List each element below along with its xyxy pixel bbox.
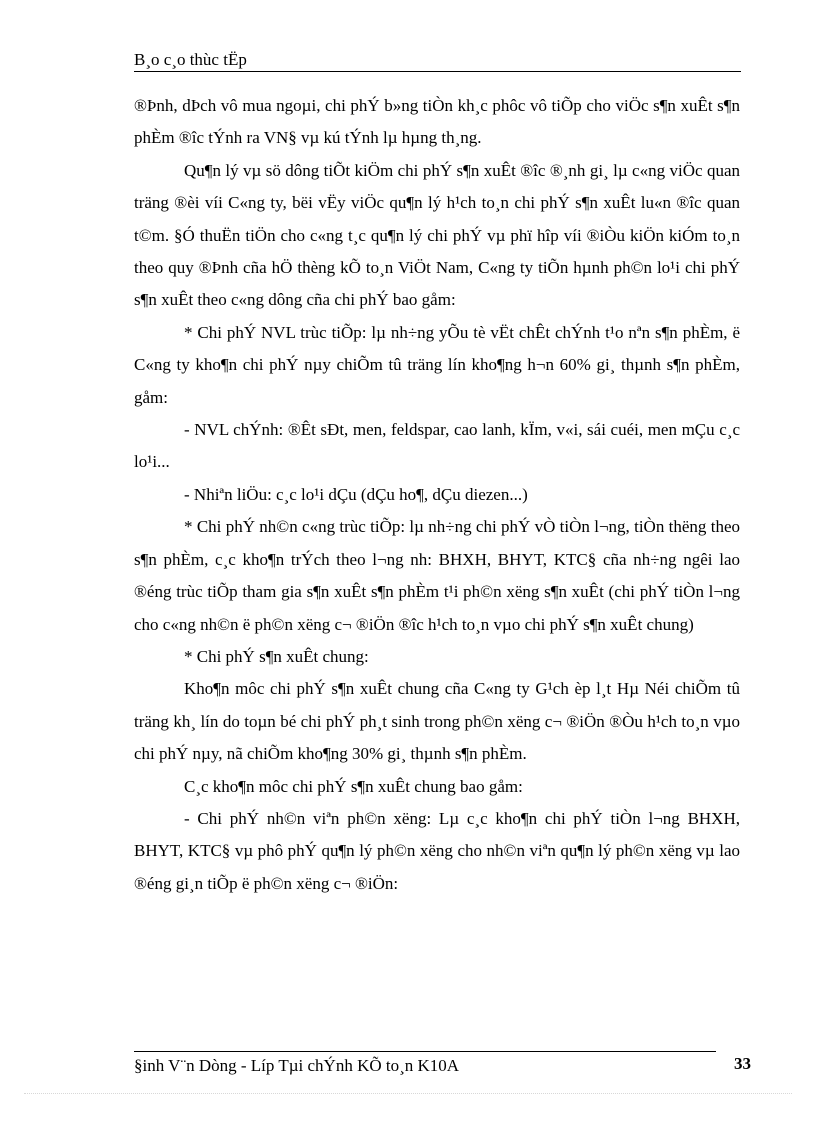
page-number: 33	[734, 1054, 751, 1073]
footer-author: §inh V¨n Dòng - Líp Tµi chÝnh KÕ to¸n K10A	[134, 1056, 460, 1075]
body-text	[134, 90, 740, 900]
paragraph: - NVL chÝnh: ®Êt sÐt, men, feldspar, cao lanh, kÏm, v«i, sái cuéi, men mÇu c¸c lo¹i...	[134, 420, 740, 472]
paragraph: * Chi phÝ NVL trùc tiÕp: lµ nh÷ng yÕu tè vËt chÊt chÝnh t¹o nªn s¶n phÈm, ë C«ng ty kho¶n chi phÝ nµy chiÕm tû träng lín kho¶ng h¬n 60% gi¸ thµnh s¶n phÈm, gåm:	[134, 322, 740, 407]
paragraph: - Nhiªn liÖu: c¸c lo¹i dÇu (dÇu ho¶, dÇu diezen...)	[184, 484, 528, 504]
page-header-title: B¸o c¸o thùc tËp	[134, 50, 247, 69]
footer-divider	[134, 1051, 716, 1052]
paragraph: Qu¶n lý vµ sö dông tiÕt kiÖm chi phÝ s¶n xuÊt ®îc ®¸nh gi¸ lµ c«ng viÖc quan träng ®èi víi C«ng ty, bëi vËy viÖc qu¶n lý h¹ch to¸n chi phÝ s¶n xuÊt lu«n ®îc quan t©m. §Ó thuËn tiÖn cho c«ng t¸c qu¶n lý chi phÝ vµ phï hîp víi ®iÒu kiÖn kiÓm to¸n theo quy ®Þnh cña hÖ thèng kÕ to¸n ViÖt Nam, C«ng ty tiÕn hµnh ph©n lo¹i chi phÝ s¶n xuÊt theo c«ng dông cña chi phÝ bao gåm:	[134, 160, 740, 310]
page-edge-divider	[24, 1093, 792, 1094]
paragraph: * Chi phÝ s¶n xuÊt chung:	[184, 646, 369, 666]
header-divider	[134, 71, 741, 72]
paragraph: - Chi phÝ nh©n viªn ph©n xëng: Lµ c¸c kho¶n chi phÝ tiÒn l¬ng BHXH, BHYT, KTC§ vµ phô phÝ qu¶n lý ph©n xëng cho nh©n viªn qu¶n lý ph©n xëng vµ lao ®éng gi¸n tiÕp ë ph©n xëng c¬ ®iÖn:	[134, 808, 740, 893]
paragraph: C¸c kho¶n môc chi phÝ s¶n xuÊt chung bao gåm:	[184, 776, 523, 796]
paragraph: Kho¶n môc chi phÝ s¶n xuÊt chung cña C«ng ty G¹ch èp l¸t Hµ Néi chiÕm tû träng kh¸ lín do toµn bé chi phÝ ph¸t sinh trong ph©n xëng c¬ ®iÖn ®Òu h¹ch to¸n vµo chi phÝ nµy, nã chiÕm kho¶ng 30% gi¸ thµnh s¶n phÈm.	[134, 679, 740, 764]
paragraph: * Chi phÝ nh©n c«ng trùc tiÕp: lµ nh÷ng chi phÝ vÒ tiÒn l¬ng, tiÒn thëng theo s¶n phÈm, c¸c kho¶n trÝch theo l¬ng nh: BHXH, BHYT, KTC§ cña nh÷ng ngêi lao ®éng trùc tiÕp tham gia s¶n xuÊt s¶n phÈm t¹i ph©n xëng s¶n xuÊt (chi phÝ tiÒn l¬ng cho c«ng nh©n ë ph©n xëng c¬ ®iÖn ®îc h¹ch to¸n vµo chi phÝ s¶n xuÊt chung)	[134, 517, 740, 634]
paragraph: ®Þnh, dÞch vô mua ngoµi, chi phÝ b»ng tiÒn kh¸c phôc vô tiÕp cho viÖc s¶n xuÊt s¶n phÈm ®îc tÝnh ra VN§ vµ kú tÝnh lµ hµng th¸ng.	[134, 96, 740, 148]
